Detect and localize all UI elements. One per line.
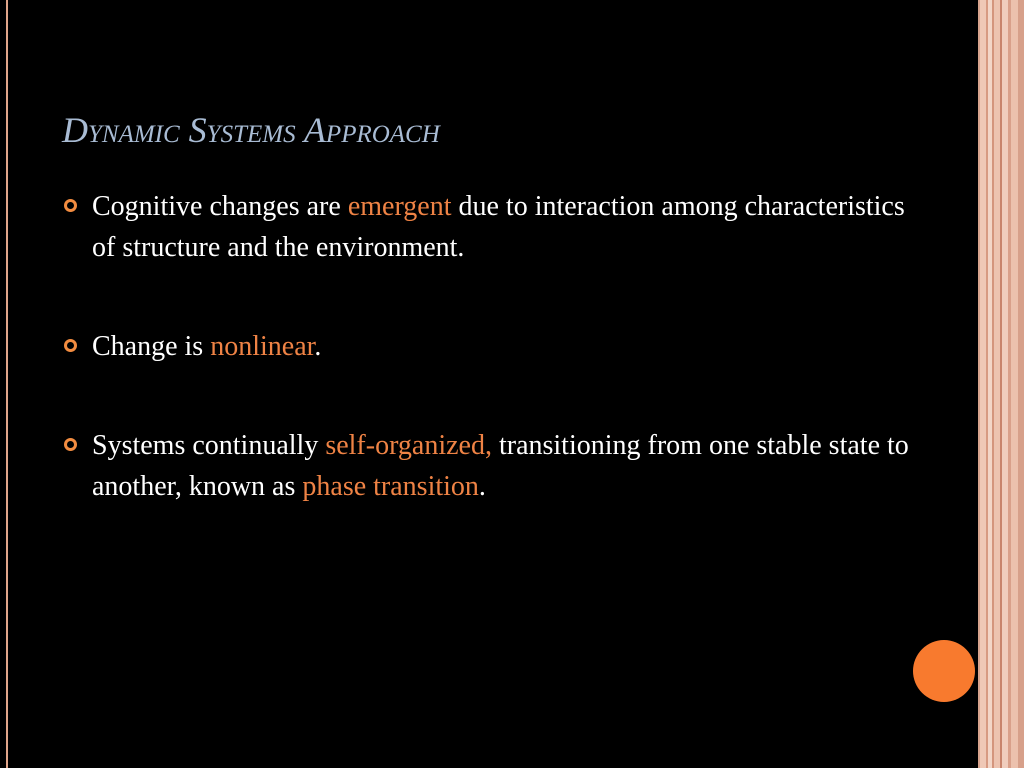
bullet-text-after: due to interaction among characteristics of structure and the environment.: [92, 191, 905, 263]
bullet-item-2: [60, 326, 920, 367]
left-border-decoration: [0, 0, 10, 768]
bullet-highlight: self-organized,: [325, 430, 492, 461]
bullet-item-3: [60, 425, 920, 507]
bullet-ring-icon: [64, 199, 77, 212]
bullet-item-1: [60, 186, 920, 268]
slide-title: Dynamic Systems Approach: [62, 110, 440, 150]
bullet-text-after-2: .: [478, 471, 486, 502]
bullet-ring-icon: [64, 438, 77, 451]
bullet-list: [60, 186, 920, 565]
bullet-highlight-2: phase transition: [302, 471, 479, 502]
bullet-text-after: transitioning from one stable state to another, known as: [92, 430, 909, 502]
bullet-ring-icon: [64, 339, 77, 352]
bullet-text-before: Change is: [92, 331, 211, 362]
bullet-highlight: emergent: [347, 191, 452, 222]
right-border-decoration: [978, 0, 1024, 768]
orange-circle-decoration: [913, 640, 975, 702]
bullet-highlight: nonlinear: [210, 331, 315, 362]
bullet-text-after: .: [314, 331, 322, 362]
bullet-text-before: Cognitive changes are: [92, 191, 348, 222]
bullet-text-before: Systems continually: [92, 430, 326, 461]
